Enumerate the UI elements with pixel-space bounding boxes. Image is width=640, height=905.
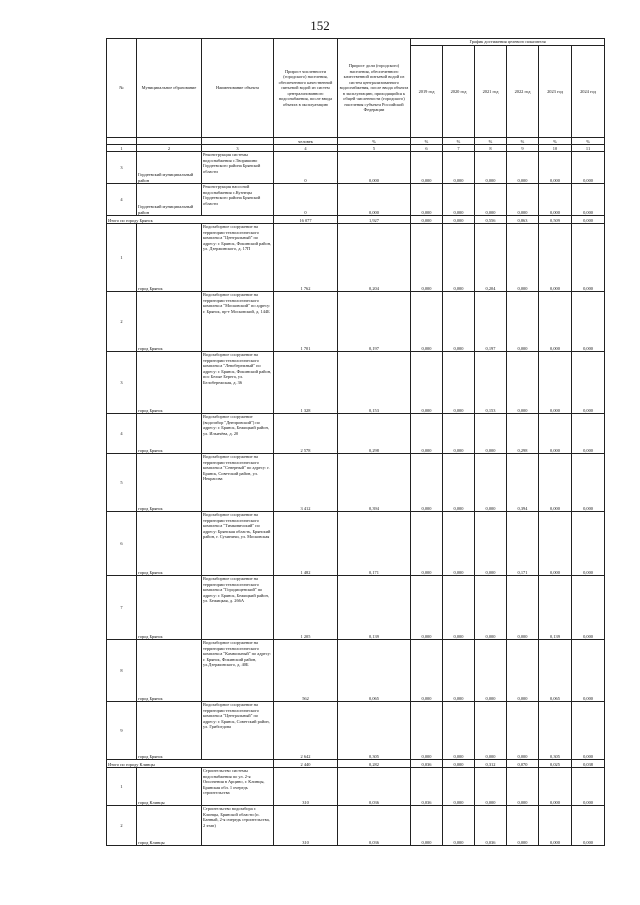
object-cell: Водозаборное сооружение на территории технологического комплекса "Московский" по адресу: г. Брянск, пр-т Московский, д. 144Б: [202, 292, 274, 352]
year-value-cell: 0,000: [411, 640, 443, 702]
year-value-cell: 0,000: [411, 806, 443, 846]
unit-cell: %: [338, 138, 411, 145]
year-value-cell: 0,000: [475, 640, 507, 702]
object-cell: Водозаборное сооружение на территории технологического комплекса "Левобережный" по адресу: г. Брянск, Фокинский район, пос Белые Берега, ул. Белобережская, д. 36: [202, 352, 274, 414]
row-number: 3: [107, 352, 137, 414]
header-year: 2020 год: [443, 46, 475, 138]
unit-cell: %: [572, 138, 605, 145]
header-row-1: [107, 39, 605, 46]
header-municipality: Муниципальное образование: [137, 39, 202, 138]
municipality-cell: город Брянск: [137, 640, 202, 702]
year-value-cell: 0,305: [539, 702, 572, 760]
year-value-cell: 0,000: [539, 512, 572, 576]
year-value-cell: 0,000: [443, 152, 475, 184]
population-cell: 3 412: [274, 454, 338, 512]
column-number: 3: [202, 145, 274, 152]
header-year: 2022 год: [507, 46, 539, 138]
year-value-cell: 0,197: [475, 292, 507, 352]
population-cell: 0: [274, 184, 338, 216]
population-cell: 1 328: [274, 352, 338, 414]
year-value-cell: 0,000: [443, 184, 475, 216]
table-row: [107, 768, 605, 806]
year-value-cell: 0,000: [411, 576, 443, 640]
column-number: 9: [507, 145, 539, 152]
year-value-cell: 0,000: [443, 760, 475, 768]
total-label: Итого по городу Клинцы: [107, 760, 274, 768]
object-cell: Строительство водозабора г. Клинцы, Брянской области (п. Банный, 2-я очередь строительства, 2 этап): [202, 806, 274, 846]
population-cell: 562: [274, 640, 338, 702]
year-value-cell: 0,000: [507, 768, 539, 806]
year-value-cell: 0,000: [475, 152, 507, 184]
year-value-cell: 0,036: [411, 760, 443, 768]
year-value-cell: 0,000: [443, 216, 475, 224]
year-value-cell: 0,000: [507, 576, 539, 640]
share-cell: 0,139: [338, 576, 411, 640]
year-value-cell: 0,000: [411, 352, 443, 414]
row-number: 2: [107, 292, 137, 352]
year-value-cell: 0,000: [443, 414, 475, 454]
page-number: 152: [310, 18, 330, 33]
column-number: 4: [274, 145, 338, 152]
year-value-cell: 0,000: [572, 640, 605, 702]
share-cell: 0,394: [338, 454, 411, 512]
table-row: [107, 414, 605, 454]
header-no: №: [107, 39, 137, 138]
year-value-cell: 0,556: [475, 216, 507, 224]
unit-cell: %: [411, 138, 443, 145]
municipality-cell: город Брянск: [137, 576, 202, 640]
year-value-cell: 0,000: [411, 512, 443, 576]
year-value-cell: 0,000: [443, 640, 475, 702]
population-cell: 1 701: [274, 292, 338, 352]
year-value-cell: 0,000: [443, 352, 475, 414]
column-number: 11: [572, 145, 605, 152]
municipality-cell: город Брянск: [137, 702, 202, 760]
share-cell: 0,197: [338, 292, 411, 352]
year-value-cell: 0,000: [572, 352, 605, 414]
share-cell: 0,171: [338, 512, 411, 576]
table-row: [107, 152, 605, 184]
object-cell: Водозаборное сооружение на территории технологического комплекса "Центральный" по адресу: г. Брянск, Советский район, ул. Грибоедова: [202, 702, 274, 760]
year-value-cell: 0,204: [475, 224, 507, 292]
year-value-cell: 0,863: [507, 216, 539, 224]
year-value-cell: 0,000: [572, 768, 605, 806]
year-value-cell: 0,070: [507, 760, 539, 768]
row-number: 7: [107, 576, 137, 640]
object-cell: Реконструкция системы водоснабжения с.Творишино Гордеевского района Брянской области: [202, 152, 274, 184]
year-value-cell: 0,298: [507, 414, 539, 454]
share-cell: 0,153: [338, 352, 411, 414]
column-number: 5: [338, 145, 411, 152]
year-value-cell: 0,065: [539, 640, 572, 702]
year-value-cell: 0,000: [539, 352, 572, 414]
population-cell: 2 642: [274, 702, 338, 760]
year-value-cell: 0,000: [443, 454, 475, 512]
year-value-cell: 0,000: [475, 184, 507, 216]
object-cell: Водозаборное сооружение на территории технологического комплекса "Камвольный" по адресу: г. Брянск, Фокинский район, ул.Дзержинского, д. 40Б: [202, 640, 274, 702]
year-value-cell: 0,000: [572, 414, 605, 454]
row-number: 8: [107, 640, 137, 702]
object-cell: Водозаборное сооружение (водозабор "Днепровский") по адресу: г. Брянск, Бежицкий район, ул. Ильичёва, д. 20: [202, 414, 274, 454]
unit-cell: %: [539, 138, 572, 145]
municipality-cell: город Брянск: [137, 352, 202, 414]
row-number: 6: [107, 512, 137, 576]
column-number: 6: [411, 145, 443, 152]
share-cell: 1,927: [338, 216, 411, 224]
year-value-cell: 0,000: [507, 806, 539, 846]
header-year: 2019 год: [411, 46, 443, 138]
share-cell: 0,000: [338, 184, 411, 216]
row-number: 3: [107, 152, 137, 184]
row-number: 4: [107, 184, 137, 216]
table-row: [107, 224, 605, 292]
share-cell: 0,305: [338, 702, 411, 760]
year-value-cell: 0,000: [572, 576, 605, 640]
year-value-cell: 0,036: [475, 806, 507, 846]
year-value-cell: 0,000: [475, 702, 507, 760]
municipality-cell: город Клинцы: [137, 768, 202, 806]
year-value-cell: 0,000: [572, 292, 605, 352]
year-value-cell: 0,000: [539, 806, 572, 846]
table-body: [107, 152, 605, 846]
year-value-cell: 0,171: [507, 512, 539, 576]
year-value-cell: 0,000: [411, 454, 443, 512]
year-value-cell: 0,000: [572, 512, 605, 576]
year-value-cell: 0,000: [539, 184, 572, 216]
year-value-cell: 0,000: [507, 224, 539, 292]
year-value-cell: 0,025: [539, 760, 572, 768]
header-share-growth: Прирост доли (городского) населения, обеспеченного качественной питьевой водой из систем централизованного водоснабжения, после ввода объекта в эксплуатацию, приходящийся к общей численности (городского) населения субъекта Российской Федерации: [338, 39, 411, 138]
municipality-cell: город Брянск: [137, 414, 202, 454]
share-cell: 0,036: [338, 768, 411, 806]
unit-cell: %: [507, 138, 539, 145]
row-number: 5: [107, 454, 137, 512]
row-number: 1: [107, 224, 137, 292]
table-row: [107, 454, 605, 512]
table-row: [107, 702, 605, 760]
unit-cell: %: [443, 138, 475, 145]
year-value-cell: 0,000: [443, 512, 475, 576]
year-value-cell: 0,000: [443, 292, 475, 352]
table-row: [107, 184, 605, 216]
table-row: [107, 806, 605, 846]
year-value-cell: 0,000: [572, 184, 605, 216]
year-value-cell: 0,000: [539, 224, 572, 292]
year-value-cell: 0,038: [572, 760, 605, 768]
header-year: 2023 год: [539, 46, 572, 138]
year-value-cell: 0,000: [475, 576, 507, 640]
object-cell: Строительство системы водоснабжения по ул. 2-я Ополчения в Арцино, г. Клинцы, Брянская обл. 1 очередь строительства: [202, 768, 274, 806]
table-row: [107, 576, 605, 640]
share-cell: 0,000: [338, 152, 411, 184]
population-cell: 16 077: [274, 216, 338, 224]
object-cell: Водозаборное сооружение на территории технологического комплекса "Тимковичский" по адресу: Брянская область, Брянский район, г. Сухиничи, ул. Московская: [202, 512, 274, 576]
municipality-cell: город Брянск: [137, 512, 202, 576]
population-cell: 1 482: [274, 512, 338, 576]
year-value-cell: 0,153: [475, 352, 507, 414]
year-value-cell: 0,000: [411, 184, 443, 216]
share-cell: 0,282: [338, 760, 411, 768]
year-value-cell: 0,036: [411, 768, 443, 806]
row-number: 9: [107, 702, 137, 760]
year-value-cell: 0,000: [411, 224, 443, 292]
year-value-cell: 0,000: [507, 184, 539, 216]
year-value-cell: 0,000: [443, 576, 475, 640]
year-value-cell: 0,000: [475, 454, 507, 512]
population-cell: 2 440: [274, 760, 338, 768]
year-value-cell: 0,000: [539, 152, 572, 184]
unit-cell: %: [475, 138, 507, 145]
total-row: [107, 216, 605, 224]
table-row: [107, 352, 605, 414]
population-cell: 2 578: [274, 414, 338, 454]
year-value-cell: 0,509: [539, 216, 572, 224]
object-cell: Водозаборное сооружение на территории технологического комплекса "Северный" по адресу: г. Брянск, Советский район, ул. Некрасова: [202, 454, 274, 512]
units-row: [107, 138, 605, 145]
year-value-cell: 0,000: [539, 768, 572, 806]
column-number: 10: [539, 145, 572, 152]
population-cell: 1 762: [274, 224, 338, 292]
year-value-cell: 0,000: [443, 702, 475, 760]
table-row: [107, 640, 605, 702]
year-value-cell: 0,000: [507, 292, 539, 352]
year-value-cell: 0,000: [507, 640, 539, 702]
total-row: [107, 760, 605, 768]
year-value-cell: 0,000: [539, 414, 572, 454]
year-value-cell: 0,000: [572, 224, 605, 292]
total-label: Итого по городу Брянск: [107, 216, 274, 224]
year-value-cell: 0,000: [475, 414, 507, 454]
population-cell: 310: [274, 768, 338, 806]
population-cell: 310: [274, 806, 338, 846]
header-schedule: График достижения целевого показателя: [411, 39, 605, 46]
year-value-cell: 0,000: [475, 512, 507, 576]
year-value-cell: 0,000: [411, 702, 443, 760]
year-value-cell: 0,394: [507, 454, 539, 512]
year-value-cell: 0,312: [475, 760, 507, 768]
year-value-cell: 0,000: [572, 702, 605, 760]
municipality-cell: город Клинцы: [137, 806, 202, 846]
share-cell: 0,204: [338, 224, 411, 292]
column-number: 1: [107, 145, 137, 152]
table-row: [107, 292, 605, 352]
year-value-cell: 0,000: [572, 216, 605, 224]
year-value-cell: 0,000: [572, 454, 605, 512]
header-population-growth: Прирост численности (городского) населения, обеспеченного качественной питьевой водой из систем централизованного водоснабжения, после ввода объекта в эксплуатацию: [274, 39, 338, 138]
municipality-cell: Гордеевский муниципальный район: [137, 184, 202, 216]
share-cell: 0,065: [338, 640, 411, 702]
share-cell: 0,036: [338, 806, 411, 846]
row-number: 1: [107, 768, 137, 806]
indicator-table: [106, 38, 605, 846]
header-year: 2024 год: [572, 46, 605, 138]
year-value-cell: 0,139: [539, 576, 572, 640]
column-number: 8: [475, 145, 507, 152]
row-number: 2: [107, 806, 137, 846]
column-number: 2: [137, 145, 202, 152]
year-value-cell: 0,000: [411, 414, 443, 454]
year-value-cell: 0,000: [539, 454, 572, 512]
column-numbers-row: [107, 145, 605, 152]
row-number: 4: [107, 414, 137, 454]
year-value-cell: 0,000: [572, 806, 605, 846]
header-object: Наименование объекта: [202, 39, 274, 138]
municipality-cell: город Брянск: [137, 292, 202, 352]
year-value-cell: 0,000: [411, 152, 443, 184]
municipality-cell: Гордеевский муниципальный район: [137, 152, 202, 184]
share-cell: 0,298: [338, 414, 411, 454]
year-value-cell: 0,000: [443, 224, 475, 292]
column-number: 7: [443, 145, 475, 152]
municipality-cell: город Брянск: [137, 454, 202, 512]
year-value-cell: 0,000: [443, 806, 475, 846]
year-value-cell: 0,000: [411, 216, 443, 224]
municipality-cell: город Брянск: [137, 224, 202, 292]
table-row: [107, 512, 605, 576]
object-cell: Водозаборное сооружение на территории технологического комплекса "Городищенский" по адресу: г. Брянск, Бежицкий район, ул. Бежицкая, д. 266А: [202, 576, 274, 640]
year-value-cell: 0,000: [539, 292, 572, 352]
population-cell: 1 205: [274, 576, 338, 640]
object-cell: Водозаборное сооружение на территории технологического комплекса "Центральный" по адресу: г. Брянск, Фокинский район, ул. Дзержинского, д. 17П: [202, 224, 274, 292]
object-cell: Реконструкция насосной водоснабжения с.Кузнецы Гордеевского района Брянской области: [202, 184, 274, 216]
year-value-cell: 0,000: [411, 292, 443, 352]
year-value-cell: 0,000: [507, 152, 539, 184]
year-value-cell: 0,000: [443, 768, 475, 806]
header-year: 2021 год: [475, 46, 507, 138]
year-value-cell: 0,000: [507, 352, 539, 414]
population-cell: 0: [274, 152, 338, 184]
unit-cell: человек: [274, 138, 338, 145]
year-value-cell: 0,000: [572, 152, 605, 184]
year-value-cell: 0,000: [507, 702, 539, 760]
year-value-cell: 0,000: [475, 768, 507, 806]
